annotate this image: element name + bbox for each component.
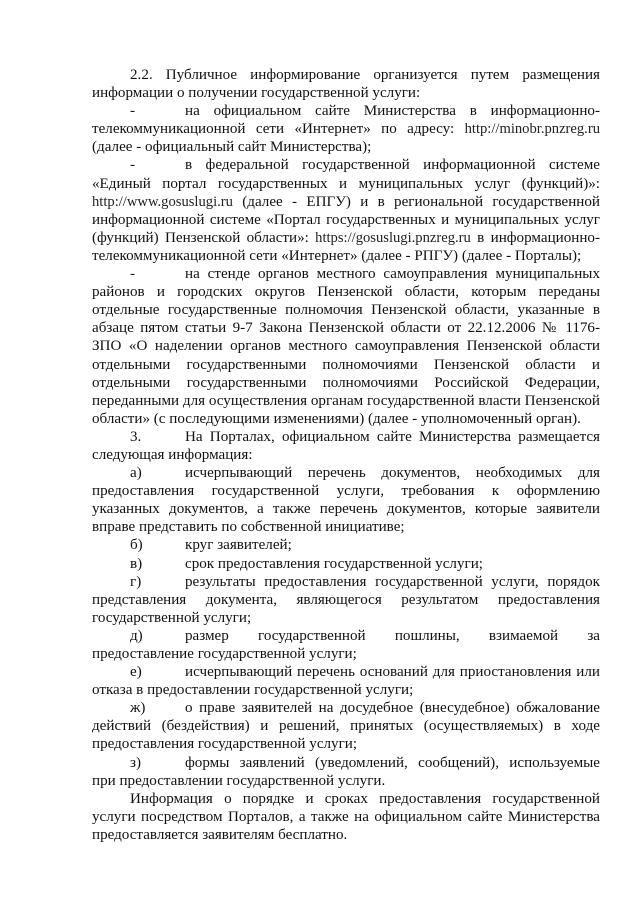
website-url: http://www.gosuslugi.ru <box>92 193 233 210</box>
list-item-text: о праве заявителей на досудебное (внесудебное) обжалование действий (бездействия) и решений, принятых (осуществляемых) в ходе предоставления государственной услуги; <box>92 700 600 753</box>
list-item <box>92 156 600 265</box>
list-item <box>92 265 600 428</box>
list-item-text: (далее - ЕПГУ) и в региональной государственной информационной системе «Портал государственных и муниципальных услуг (функций) Пензенской области»: <box>92 193 600 246</box>
list-item-text: (далее - официальный сайт Министерства); <box>92 139 372 156</box>
website-url: https://gosuslugi.pnzreg.ru <box>315 229 471 246</box>
list-item-marker: б) <box>130 537 143 554</box>
list-item-marker: з) <box>130 754 141 771</box>
paragraph <box>92 790 600 844</box>
list-item-marker: е) <box>130 664 142 681</box>
website-url: http://minobr.pnzreg.ru <box>464 121 600 138</box>
list-item-marker: а) <box>130 465 142 482</box>
list-item <box>92 555 600 573</box>
list-item <box>92 627 600 663</box>
list-item-marker: ж) <box>130 700 146 717</box>
list-item-text: На Порталах, официальном сайте Министерства размещается следующая информация: <box>92 428 600 463</box>
list-item-text: результаты предоставления государственной услуги, порядок представления документа, являющегося результатом предоставления государственной услуги; <box>92 573 600 626</box>
list-item <box>92 663 600 699</box>
list-item-text: размер государственной пошлины, взимаемой за предоставление государственной услуги; <box>92 627 600 662</box>
list-item-marker: д) <box>130 627 143 644</box>
list-item-marker: г) <box>130 573 142 590</box>
list-item-marker: в) <box>130 555 143 572</box>
list-item <box>92 428 600 464</box>
list-item-text: в информационно-телекоммуникационной сети «Интернет» (далее - РПГУ) (далее - Порталы); <box>92 229 600 264</box>
list-item-text: срок предоставления государственной услуги; <box>185 555 483 572</box>
list-item-text: формы заявлений (уведомлений, сообщений), используемые при предоставлении государственной услуги. <box>92 754 600 789</box>
list-item-marker: - <box>130 266 136 283</box>
list-item-text: круг заявителей; <box>185 537 292 554</box>
list-item <box>92 573 600 627</box>
list-item-text: исчерпывающий перечень документов, необходимых для предоставления государственной услуги, требования к оформлению указанных документов, а также перечень документов, которые заявители вправе представить по собственной инициативе; <box>92 465 600 536</box>
list-item-marker: - <box>130 103 136 120</box>
list-item-text: исчерпывающий перечень оснований для приостановления или отказа в предоставлении государственной услуги; <box>92 664 600 699</box>
list-item <box>92 536 600 554</box>
list-item <box>92 754 600 790</box>
paragraph-text: Информация о порядке и сроках предоставления государственной услуги посредством Порталов, а также на официальном сайте Министерства предоставляется заявителям бесплатно. <box>92 790 600 843</box>
list-item-text: в федеральной государственной информационной системе «Единый портал государственных и муниципальных услуг (функций)»: <box>92 157 600 192</box>
list-item <box>92 102 600 156</box>
paragraph-text: 2.2. Публичное информирование организуется путем размещения информации о получении государственной услуги: <box>92 67 600 102</box>
list-item-marker: 3. <box>130 428 142 445</box>
paragraph <box>92 66 600 102</box>
list-item <box>92 464 600 536</box>
list-item-text: на официальном сайте Министерства в информационно-телекоммуникационной сети «Интернет» по адресу: <box>92 103 600 138</box>
list-item-text: на стенде органов местного самоуправления муниципальных районов и городских округов Пензенской области, которым переданы отдельные государственные полномочия Пензенской области, указанные в абзаце пятом статьи 9-7 Закона Пензенской области от 22.12.2006 № 1176-ЗПО «О наделении органов местного самоуправления Пензенской области отдельными государственными полномочиями Пензенской области и отдельными государственными полномочиями Российской Федерации, переданными для осуществления органам государственной власти Пензенской области» (с последующими изменениями) (далее - уполномоченный орган). <box>92 266 600 427</box>
list-item-marker: - <box>130 157 136 174</box>
list-item <box>92 699 600 753</box>
